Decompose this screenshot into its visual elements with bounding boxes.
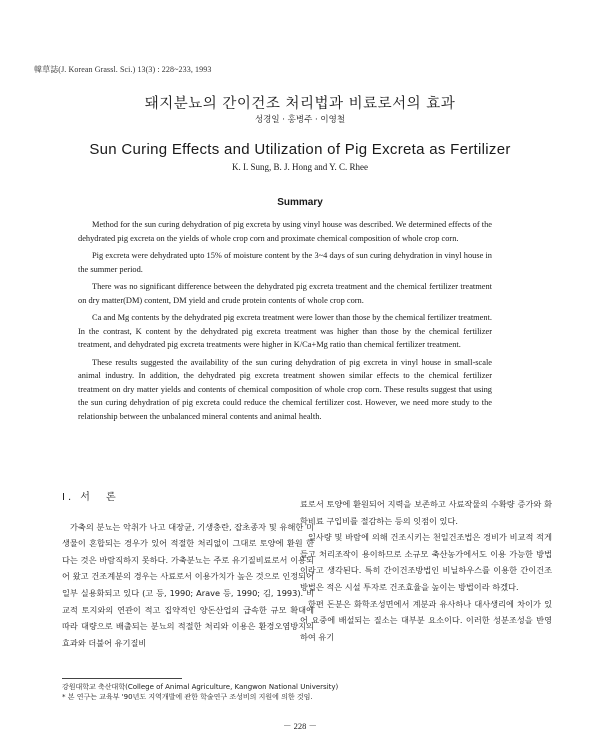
footnotes (62, 682, 562, 702)
section-heading-introduction: Ⅰ. 서 론 (62, 492, 119, 503)
body-right-column (300, 496, 552, 645)
summary-paragraph: These results suggested the availability of the sun curing dehydration of pig excreta in vinyl house in small-scale animal industry. In addition, the dehydrated pig excreta treatment showen similar effects to the chemical fertilizer treatment on dry matter yields and contents of chemical composition of whole crop corn. These results suggest that using the sun curing dehydration of pig excreta could reduce the chemical fertilizer cost. However, we need more study to the relationship between the unbalanced mineral contents and animal health. (78, 357, 492, 421)
english-title: Sun Curing Effects and Utilization of Pig Excreta as Fertilizer (89, 141, 511, 158)
summary-paragraph: Ca and Mg contents by the dehydrated pig excreta treatment were lower than those by the chemical fertilizer treatment. In the contrast, K content by the dehydrated pig excreta treatment was higher than those by the chemical fertilizer treatment, and dehydrated pig excreta treatments were higher in K/Ca+Mg ratio than chemical fertilizer treatment. (78, 313, 492, 349)
footnote-divider (62, 678, 182, 679)
summary-paragraph: There was no significant difference between the dehydrated pig excreta treatment and the chemical fertilizer treatment on dry matter(DM) content, DM yield and crude protein contents of whole crop corn. (78, 282, 492, 305)
korean-authors: 성경일 · 홍병주 · 이영철 (254, 115, 346, 125)
summary-paragraph: Pig excreta were dehydrated upto 15% of moisture content by the 3~4 days of sun curing dehydration in vinyl house in the summer period. (78, 251, 492, 274)
summary-paragraph: Method for the sun curing dehydration of pig excreta by using vinyl house was described. We determined effects of the dehydrated pig excreta on the yields of whole crop corn and proximate chemical composition of whole crop corn. (78, 220, 492, 243)
summary-heading: Summary (277, 197, 323, 208)
summary-body (78, 218, 492, 427)
korean-title: 돼지분뇨의 간이건조 처리법과 비료로서의 효과 (144, 96, 456, 112)
page-number: － 228 － (282, 721, 317, 731)
journal-citation: 韓草誌(J. Korean Grassl. Sci.) 13(3) : 228~233, 1993 (34, 65, 212, 74)
body-left-column (62, 490, 314, 651)
english-authors: K. I. Sung, B. J. Hong and Y. C. Rhee (231, 162, 368, 172)
footnote-affiliation: 강원대학교 축산대학(College of Animal Agriculture, Kangwon National University) (62, 683, 339, 691)
body-paragraph: 한편 돈분은 화학조성면에서 계분과 유사하나 대사생리에 차이가 있어 요중에 배설되는 질소는 대부분 요소이다. 이러한 성분조성을 반영하여 유기 (300, 598, 552, 642)
body-paragraph: 료로서 토양에 환원되어 지력을 보존하고 사료작물의 수확량 증가와 화학비료 구입비를 절감하는 등의 잇점이 있다. (300, 499, 552, 526)
body-paragraph: 가축의 분뇨는 악취가 나고 대장균, 기생충란, 잡초종자 및 유해한 미생물이 혼합되는 경우가 있어 적절한 처리없이 그대로 토양에 환원 한다는 것은 바람직하지 못하다. 가축분뇨는 주로 유기질비료로서 이용되어 왔고 건조계분의 경우는 사료로서 이용가치가 높은 것으로 인정되어 일부 실용화되고 있다 (고 등, 1990; Arave 등, 1990; 김, 1993). 비교적 토지와의 연관이 적고 집약적인 양돈산업의 급속한 규모 확대에 따라 대량으로 배출되는 분뇨의 적절한 처리와 이용은 환경오염방지의 효과와 더불어 유기질비 (62, 521, 314, 648)
footnote-funding: * 본 연구는 교육부 '90년도 지역개발에 관한 학술연구 조성비의 지원에 의한 것임. (62, 693, 313, 701)
body-paragraph: 일사량 및 바람에 의해 건조시키는 천일건조법은 경비가 비교적 적게 들고 처리조작이 용이하므로 소규모 축산농가에서도 이용 가능한 방법이라고 생각된다. 특히 간이건조방법인 비닐하우스를 이용한 간이건조방법은 적은 시설 투자로 건조효율을 높이는 방법이라 하겠다. (300, 532, 552, 592)
